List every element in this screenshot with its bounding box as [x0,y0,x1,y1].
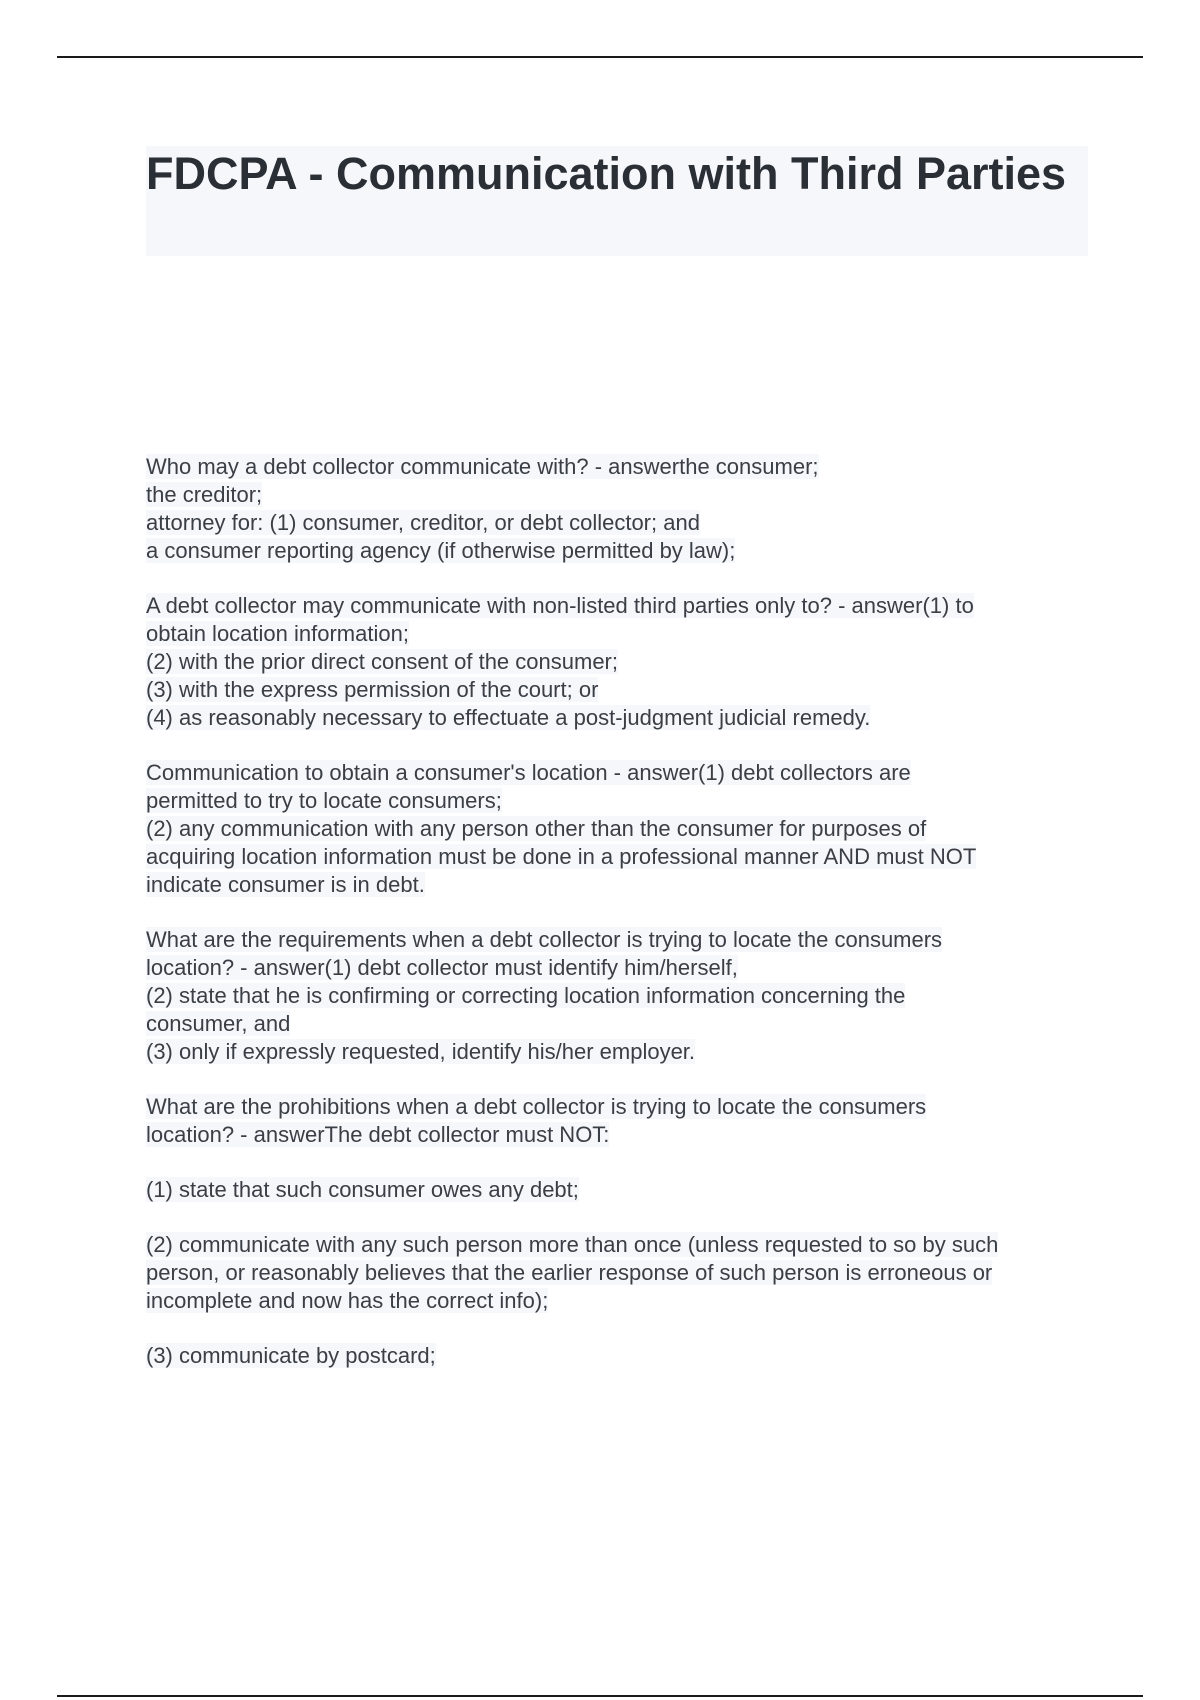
entry-line: location? - answerThe debt collector must NOT: [146,1122,610,1147]
entry-line: acquiring location information must be done in a professional manner AND must NOT [146,844,977,869]
entry-line: (2) state that he is confirming or correcting location information concerning the [146,983,906,1008]
entry-line: (3) with the express permission of the court; or [146,677,599,702]
document-body [146,453,1106,1397]
entry-line: (1) state that such consumer owes any debt; [146,1177,579,1202]
entry-line: What are the prohibitions when a debt collector is trying to locate the consumers [146,1094,927,1119]
entry-line: Who may a debt collector communicate with? - answerthe consumer; [146,454,819,479]
qa-entry-5 [146,1093,1106,1149]
entry-line: location? - answer(1) debt collector must identify him/herself, [146,955,738,980]
entry-line: indicate consumer is in debt. [146,872,425,897]
top-rule [57,56,1143,58]
entry-line: (4) as reasonably necessary to effectuate a post-judgment judicial remedy. [146,705,871,730]
bottom-rule [57,1695,1143,1697]
qa-entry-4 [146,926,1106,1066]
entry-line: A debt collector may communicate with non-listed third parties only to? - answer(1) to [146,593,974,618]
entry-line: a consumer reporting agency (if otherwise permitted by law); [146,538,736,563]
entry-line: (2) communicate with any such person more than once (unless requested to so by such [146,1232,999,1257]
title-block [146,146,1088,256]
entry-line: consumer, and [146,1011,291,1036]
entry-line: the creditor; [146,482,263,507]
entry-line: (2) with the prior direct consent of the consumer; [146,649,618,674]
entry-line: incomplete and now has the correct info); [146,1288,549,1313]
entry-line: (3) communicate by postcard; [146,1343,436,1368]
entry-line: attorney for: (1) consumer, creditor, or debt collector; and [146,510,700,535]
entry-line: obtain location information; [146,621,409,646]
qa-entry-3 [146,759,1106,899]
entry-line: Communication to obtain a consumer's location - answer(1) debt collectors are [146,760,911,785]
page-title: FDCPA - Communication with Third Parties [146,148,1067,199]
entry-line: (2) any communication with any person other than the consumer for purposes of [146,816,927,841]
entry-line: permitted to try to locate consumers; [146,788,502,813]
qa-entry-1 [146,453,1106,565]
qa-entry-8 [146,1342,1106,1370]
qa-entry-2 [146,592,1106,732]
entry-line: What are the requirements when a debt collector is trying to locate the consumers [146,927,943,952]
qa-entry-7 [146,1231,1106,1315]
entry-line: person, or reasonably believes that the earlier response of such person is erroneous or [146,1260,993,1285]
qa-entry-6 [146,1176,1106,1204]
entry-line: (3) only if expressly requested, identify his/her employer. [146,1039,696,1064]
